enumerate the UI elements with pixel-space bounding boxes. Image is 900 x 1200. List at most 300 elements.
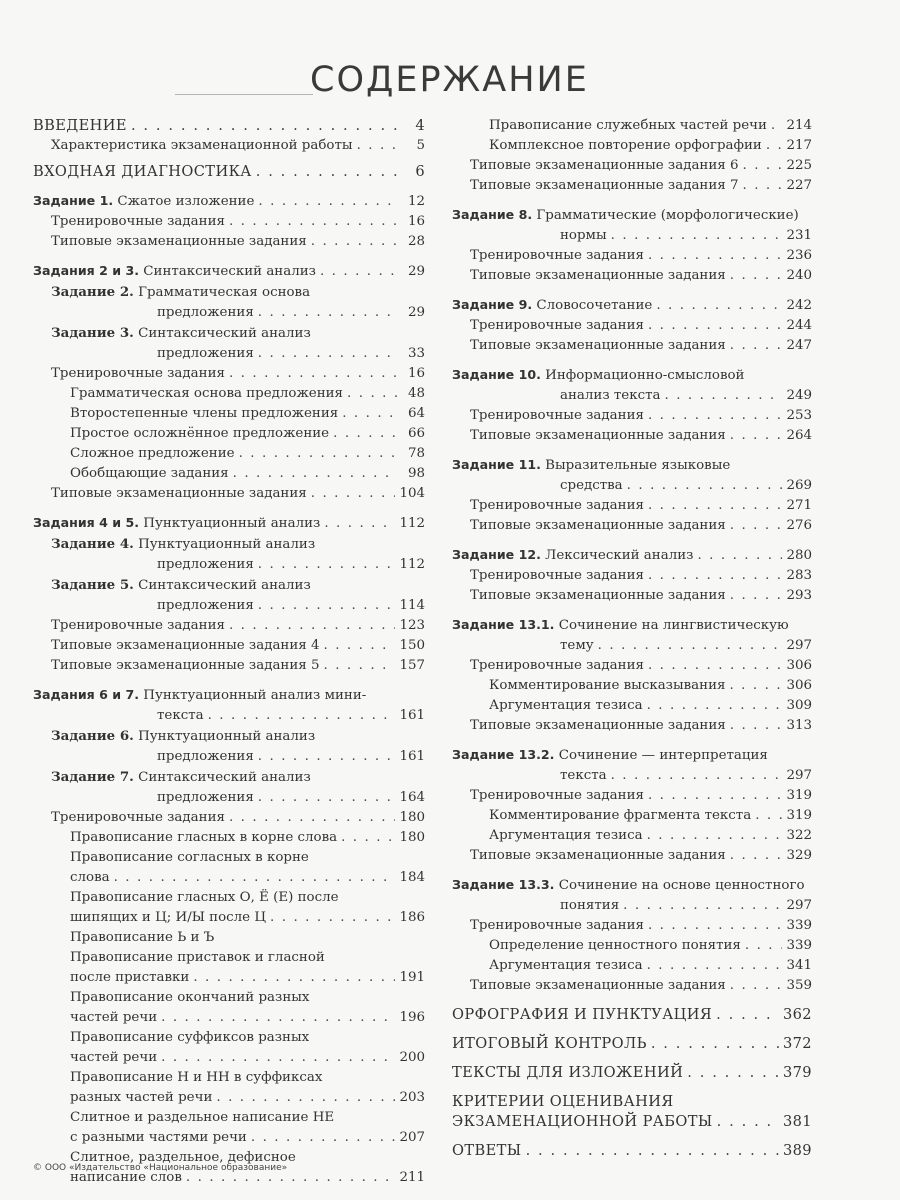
toc-entry[interactable] xyxy=(452,1092,812,1112)
toc-entry-text: Типовые экзаменационные задания xyxy=(51,234,307,249)
leader-dots xyxy=(647,826,783,846)
leader-dots xyxy=(745,936,783,956)
toc-entry-text: предложения xyxy=(157,557,254,572)
leader-dots xyxy=(258,303,397,323)
toc-entry-continuation[interactable] xyxy=(452,226,812,246)
toc-entry[interactable] xyxy=(452,745,812,766)
toc-page-number: 112 xyxy=(399,557,425,572)
toc-entry[interactable] xyxy=(452,365,812,386)
toc-entry[interactable] xyxy=(33,424,425,444)
leader-dots xyxy=(114,868,396,888)
leader-dots xyxy=(730,426,783,446)
toc-entry-text: разных частей речи xyxy=(70,1090,213,1105)
toc-entry-continuation[interactable] xyxy=(33,344,425,364)
leader-dots xyxy=(193,968,395,988)
toc-entry[interactable] xyxy=(33,282,425,303)
leader-dots xyxy=(623,896,782,916)
toc-entry[interactable] xyxy=(33,948,425,968)
toc-page-number: 112 xyxy=(399,516,425,531)
toc-entry[interactable] xyxy=(33,191,425,212)
toc-page-number: 389 xyxy=(782,1142,812,1159)
leader-dots xyxy=(258,596,396,616)
toc-entry-text: Правописание служебных частей речи xyxy=(489,118,767,133)
toc-entry[interactable] xyxy=(33,1068,425,1088)
toc-entry[interactable] xyxy=(33,848,425,868)
toc-entry-continuation[interactable] xyxy=(33,1008,425,1028)
toc-entry-text: Информационно-смысловой xyxy=(545,368,745,383)
toc-entry-text: Правописание приставок и гласной xyxy=(70,950,325,965)
toc-entry-text: Типовые экзаменационные задания 7 xyxy=(470,178,739,193)
toc-entry[interactable] xyxy=(33,444,425,464)
task-label: Задание 11. xyxy=(452,457,541,472)
toc-entry[interactable] xyxy=(452,936,812,956)
toc-entry[interactable] xyxy=(452,786,812,806)
toc-entry-text: Выразительные языковые xyxy=(545,458,731,473)
toc-entry-text: Слитное и раздельное написание НЕ xyxy=(70,1110,335,1125)
leader-dots xyxy=(648,786,782,806)
toc-entry[interactable] xyxy=(33,261,425,282)
toc-page-number: 341 xyxy=(786,958,812,973)
toc-entry[interactable] xyxy=(452,976,812,996)
toc-entry[interactable] xyxy=(452,295,812,316)
toc-entry[interactable] xyxy=(452,336,812,356)
leader-dots xyxy=(229,212,397,232)
toc-page-number: 339 xyxy=(786,938,812,953)
toc-entry-text: частей речи xyxy=(70,1050,158,1065)
copyright-footer: © ООО «Издательство «Национальное образование» xyxy=(33,1163,288,1173)
leader-dots xyxy=(341,828,395,848)
leader-dots xyxy=(743,176,783,196)
toc-right-column xyxy=(452,116,812,1161)
leader-dots xyxy=(131,116,397,136)
toc-page-number: 180 xyxy=(399,830,425,845)
toc-page-number: 64 xyxy=(407,406,425,421)
toc-entry[interactable] xyxy=(452,156,812,176)
leader-dots xyxy=(258,344,397,364)
toc-entry-text: Типовые экзаменационные задания xyxy=(470,588,726,603)
toc-entry-text: Простое осложнённое предложение xyxy=(70,426,330,441)
toc-entry-text: Типовые экзаменационные задания xyxy=(51,486,307,501)
task-label: Задание 8. xyxy=(452,207,533,222)
toc-entry[interactable] xyxy=(33,888,425,908)
toc-entry[interactable] xyxy=(33,534,425,555)
toc-entry[interactable] xyxy=(33,162,425,182)
toc-entry[interactable] xyxy=(452,846,812,866)
toc-entry[interactable] xyxy=(33,116,425,136)
toc-entry[interactable] xyxy=(33,636,425,656)
toc-entry-continuation[interactable] xyxy=(452,1112,812,1132)
toc-entry-text: после приставки xyxy=(70,970,190,985)
toc-entry-text: частей речи xyxy=(70,1010,158,1025)
toc-page-number: 211 xyxy=(399,1170,425,1185)
toc-entry[interactable] xyxy=(452,426,812,446)
toc-page-number: 161 xyxy=(399,749,425,764)
toc-entry[interactable] xyxy=(452,656,812,676)
task-label: Задание 3. xyxy=(51,325,134,341)
toc-entry-continuation[interactable] xyxy=(33,1128,425,1148)
toc-entry[interactable] xyxy=(452,716,812,736)
toc-entry[interactable] xyxy=(452,136,812,156)
leader-dots xyxy=(251,1128,396,1148)
leader-dots xyxy=(730,716,783,736)
toc-entry-continuation[interactable] xyxy=(33,788,425,808)
toc-entry-text: предложения xyxy=(157,749,254,764)
leader-dots xyxy=(648,406,782,426)
toc-entry[interactable] xyxy=(452,826,812,846)
toc-page-number: 104 xyxy=(399,486,425,501)
leader-dots xyxy=(766,136,783,156)
leader-dots xyxy=(664,386,782,406)
toc-entry-text: Типовые экзаменационные задания xyxy=(470,978,726,993)
toc-page-number: 200 xyxy=(399,1050,425,1065)
toc-entry-text: Тренировочные задания xyxy=(470,788,644,803)
toc-entry[interactable] xyxy=(33,928,425,948)
toc-page-number: 240 xyxy=(786,268,812,283)
toc-entry[interactable] xyxy=(33,1028,425,1048)
toc-page-number: 372 xyxy=(782,1035,812,1052)
toc-entry-text: Синтаксический анализ xyxy=(138,578,311,593)
leader-dots xyxy=(311,484,396,504)
toc-entry-text: слова xyxy=(70,870,110,885)
toc-entry-continuation[interactable] xyxy=(33,555,425,575)
toc-entry[interactable] xyxy=(452,455,812,476)
toc-page-number: 283 xyxy=(786,568,812,583)
leader-dots xyxy=(526,1141,779,1161)
toc-entry-text: Комментирование высказывания xyxy=(489,678,726,693)
toc-entry-continuation[interactable] xyxy=(33,303,425,323)
toc-entry[interactable] xyxy=(452,1005,812,1025)
toc-entry-text: написание слов xyxy=(70,1170,182,1185)
toc-page-number: 276 xyxy=(786,518,812,533)
toc-entry[interactable] xyxy=(33,404,425,424)
leader-dots xyxy=(256,162,397,182)
leader-dots xyxy=(647,696,783,716)
toc-entry-text: КРИТЕРИИ ОЦЕНИВАНИЯ xyxy=(452,1093,674,1110)
toc-page-number: 280 xyxy=(786,548,812,563)
leader-dots xyxy=(598,636,783,656)
task-label: Задание 6. xyxy=(51,728,134,744)
toc-page-number: 381 xyxy=(782,1113,812,1130)
toc-entry-continuation[interactable] xyxy=(33,1088,425,1108)
toc-entry-text: Правописание гласных О, Ё (Е) после xyxy=(70,890,339,905)
toc-entry[interactable] xyxy=(452,116,812,136)
toc-entry[interactable] xyxy=(452,956,812,976)
toc-entry[interactable] xyxy=(452,545,812,566)
toc-entry[interactable] xyxy=(452,676,812,696)
toc-entry[interactable] xyxy=(33,464,425,484)
toc-page-number: 29 xyxy=(407,264,425,279)
toc-entry-continuation[interactable] xyxy=(33,706,425,726)
toc-entry[interactable] xyxy=(33,988,425,1008)
toc-page-number: 236 xyxy=(786,248,812,263)
task-label: Задание 13.3. xyxy=(452,877,555,892)
toc-entry[interactable] xyxy=(33,513,425,534)
leader-dots xyxy=(627,476,783,496)
toc-entry-text: Комплексное повторение орфографии xyxy=(489,138,762,153)
leader-dots xyxy=(320,262,397,282)
toc-entry-text: текста xyxy=(560,768,607,783)
leader-dots xyxy=(730,846,783,866)
toc-page-number: 247 xyxy=(786,338,812,353)
toc-entry[interactable] xyxy=(33,232,425,252)
toc-entry[interactable] xyxy=(33,575,425,596)
page-title: СОДЕРЖАНИЕ xyxy=(310,60,589,100)
toc-entry[interactable] xyxy=(33,1108,425,1128)
toc-entry[interactable] xyxy=(452,916,812,936)
toc-page-number: 4 xyxy=(415,117,425,134)
toc-entry-text: Правописание Ь и Ъ xyxy=(70,930,215,945)
toc-entry-text: ТЕКСТЫ ДЛЯ ИЗЛОЖЕНИЙ xyxy=(452,1064,684,1081)
toc-entry-text: нормы xyxy=(560,228,607,243)
toc-entry-continuation[interactable] xyxy=(33,908,425,928)
leader-dots xyxy=(357,136,397,156)
leader-dots xyxy=(324,636,396,656)
leader-dots xyxy=(648,316,782,336)
leader-dots xyxy=(771,116,783,136)
toc-entry-text: Сложное предложение xyxy=(70,446,235,461)
toc-page-number: 306 xyxy=(786,678,812,693)
leader-dots xyxy=(730,586,783,606)
toc-entry-text: Правописание суффиксов разных xyxy=(70,1030,310,1045)
toc-entry[interactable] xyxy=(452,1063,812,1083)
leader-dots xyxy=(687,1063,779,1083)
toc-entry-text: Типовые экзаменационные задания xyxy=(470,848,726,863)
toc-entry[interactable] xyxy=(452,696,812,716)
toc-entry[interactable] xyxy=(33,685,425,706)
toc-entry-text: Лексический анализ xyxy=(545,548,694,563)
toc-entry-text: Тренировочные задания xyxy=(470,918,644,933)
toc-page-number: 5 xyxy=(416,138,425,153)
toc-entry[interactable] xyxy=(452,246,812,266)
toc-entry-text: Синтаксический анализ xyxy=(143,264,316,279)
toc-page-number: 319 xyxy=(786,808,812,823)
toc-entry-text: Типовые экзаменационные задания xyxy=(470,268,726,283)
toc-page-number: 6 xyxy=(415,163,425,180)
toc-entry-continuation[interactable] xyxy=(452,636,812,656)
leader-dots xyxy=(716,1005,779,1025)
toc-page-number: 297 xyxy=(786,898,812,913)
toc-entry-text: Пунктуационный анализ xyxy=(138,729,316,744)
toc-page-number: 16 xyxy=(407,214,425,229)
toc-page-number: 184 xyxy=(399,870,425,885)
toc-entry-text: Тренировочные задания xyxy=(470,408,644,423)
toc-page-number: 225 xyxy=(786,158,812,173)
leader-dots xyxy=(233,464,397,484)
task-label: Задание 7. xyxy=(51,769,134,785)
leader-dots xyxy=(656,296,782,316)
toc-entry[interactable] xyxy=(33,656,425,676)
toc-entry[interactable] xyxy=(452,566,812,586)
toc-page-number: 123 xyxy=(399,618,425,633)
toc-entry-text: Грамматические (морфологические) xyxy=(536,208,799,223)
toc-entry-text: шипящих и Ц; И/Ы после Ц xyxy=(70,910,267,925)
toc-entry[interactable] xyxy=(452,516,812,536)
toc-entry[interactable] xyxy=(33,767,425,788)
task-label: Задание 2. xyxy=(51,284,134,300)
toc-entry-text: Аргументация тезиса xyxy=(489,958,643,973)
toc-entry[interactable] xyxy=(452,875,812,896)
toc-entry-text: Тренировочные задания xyxy=(470,498,644,513)
toc-entry-text: Второстепенные члены предложения xyxy=(70,406,339,421)
toc-entry[interactable] xyxy=(33,828,425,848)
task-label: Задание 10. xyxy=(452,367,541,382)
leader-dots xyxy=(161,1008,395,1028)
toc-entry-text: Характеристика экзаменационной работы xyxy=(51,138,353,153)
toc-entry-continuation[interactable] xyxy=(33,968,425,988)
toc-entry-text: Тренировочные задания xyxy=(51,618,225,633)
toc-entry[interactable] xyxy=(452,266,812,286)
toc-page-number: 271 xyxy=(786,498,812,513)
toc-page-number: 322 xyxy=(786,828,812,843)
toc-page-number: 78 xyxy=(407,446,425,461)
toc-entry-text: понятия xyxy=(560,898,620,913)
task-label: Задание 5. xyxy=(51,577,134,593)
toc-entry-text: Тренировочные задания xyxy=(51,810,225,825)
toc-entry-text: Комментирование фрагмента текста xyxy=(489,808,752,823)
leader-dots xyxy=(648,566,782,586)
task-label: Задание 13.1. xyxy=(452,617,555,632)
toc-entry-text: Тренировочные задания xyxy=(470,248,644,263)
toc-entry[interactable] xyxy=(33,484,425,504)
toc-entry-text: предложения xyxy=(157,305,254,320)
leader-dots xyxy=(648,656,782,676)
leader-dots xyxy=(611,226,783,246)
toc-entry-text: Пунктуационный анализ мини- xyxy=(143,688,367,703)
toc-entry-text: Тренировочные задания xyxy=(51,214,225,229)
toc-entry[interactable] xyxy=(452,1141,812,1161)
toc-entry-continuation[interactable] xyxy=(452,476,812,496)
toc-page-number: 253 xyxy=(786,408,812,423)
leader-dots xyxy=(258,555,396,575)
toc-page-number: 180 xyxy=(399,810,425,825)
toc-entry-text: Аргументация тезиса xyxy=(489,698,643,713)
toc-entry-text: Синтаксический анализ xyxy=(138,326,311,341)
toc-entry-text: Слитное, раздельное, дефисное xyxy=(70,1150,296,1165)
toc-page-number: 329 xyxy=(786,848,812,863)
toc-page-number: 339 xyxy=(786,918,812,933)
title-rule xyxy=(175,94,313,95)
leader-dots xyxy=(730,516,783,536)
toc-page-number: 242 xyxy=(786,298,812,313)
toc-page-number: 186 xyxy=(399,910,425,925)
toc-entry-text: Типовые экзаменационные задания xyxy=(470,338,726,353)
toc-page-number: 214 xyxy=(786,118,812,133)
leader-dots xyxy=(730,976,783,996)
toc-entry[interactable] xyxy=(452,615,812,636)
toc-entry-text: ВВЕДЕНИЕ xyxy=(33,117,127,134)
toc-page-number: 114 xyxy=(399,598,425,613)
leader-dots xyxy=(208,706,396,726)
toc-entry-continuation[interactable] xyxy=(33,868,425,888)
toc-entry-text: текста xyxy=(157,708,204,723)
toc-entry-text: Словосочетание xyxy=(536,298,653,313)
toc-entry-text: Правописание согласных в корне xyxy=(70,850,309,865)
leader-dots xyxy=(239,444,397,464)
toc-entry[interactable] xyxy=(452,586,812,606)
toc-page-number: 28 xyxy=(407,234,425,249)
leader-dots xyxy=(347,384,397,404)
toc-page-number: 362 xyxy=(782,1006,812,1023)
leader-dots xyxy=(333,424,397,444)
leader-dots xyxy=(216,1088,395,1108)
toc-entry-continuation[interactable] xyxy=(33,747,425,767)
toc-page-number: 379 xyxy=(782,1064,812,1081)
toc-entry[interactable] xyxy=(452,406,812,426)
toc-page-number: 203 xyxy=(399,1090,425,1105)
leader-dots xyxy=(743,156,783,176)
toc-page-number: 269 xyxy=(786,478,812,493)
toc-entry-text: Сочинение на основе ценностного xyxy=(558,878,805,893)
toc-page-number: 161 xyxy=(399,708,425,723)
toc-entry-text: Типовые экзаменационные задания 6 xyxy=(470,158,739,173)
toc-entry-text: Правописание окончаний разных xyxy=(70,990,310,1005)
toc-page-number: 359 xyxy=(786,978,812,993)
toc-entry-text: Тренировочные задания xyxy=(470,658,644,673)
toc-entry-text: Типовые экзаменационные задания xyxy=(470,718,726,733)
toc-entry-continuation[interactable] xyxy=(33,596,425,616)
toc-entry-continuation[interactable] xyxy=(33,1048,425,1068)
toc-entry[interactable] xyxy=(33,384,425,404)
toc-page-number: 227 xyxy=(786,178,812,193)
toc-page-number: 150 xyxy=(399,638,425,653)
toc-entry-continuation[interactable] xyxy=(452,896,812,916)
toc-entry-text: тему xyxy=(560,638,594,653)
toc-page-number: 66 xyxy=(407,426,425,441)
toc-page-number: 249 xyxy=(786,388,812,403)
leader-dots xyxy=(324,514,395,534)
toc-page-number: 196 xyxy=(399,1010,425,1025)
leader-dots xyxy=(229,364,397,384)
toc-entry-text: с разными частями речи xyxy=(70,1130,247,1145)
toc-entry-text: Типовые экзаменационные задания 4 xyxy=(51,638,320,653)
toc-entry-text: анализ текста xyxy=(560,388,661,403)
toc-entry-continuation[interactable] xyxy=(452,766,812,786)
toc-entry[interactable] xyxy=(33,136,425,156)
toc-entry[interactable] xyxy=(33,212,425,232)
toc-entry-continuation[interactable] xyxy=(452,386,812,406)
toc-entry[interactable] xyxy=(33,323,425,344)
task-label: Задание 9. xyxy=(452,297,533,312)
task-label: Задание 12. xyxy=(452,547,541,562)
toc-entry[interactable] xyxy=(452,1034,812,1054)
toc-page-number: 16 xyxy=(407,366,425,381)
leader-dots xyxy=(647,956,783,976)
toc-entry-text: ЭКЗАМЕНАЦИОННОЙ РАБОТЫ xyxy=(452,1113,713,1130)
toc-page-number: 244 xyxy=(786,318,812,333)
leader-dots xyxy=(311,232,397,252)
toc-page-number: 264 xyxy=(786,428,812,443)
toc-entry[interactable] xyxy=(33,808,425,828)
toc-entry-text: Грамматическая основа предложения xyxy=(70,386,344,401)
toc-entry[interactable] xyxy=(33,726,425,747)
toc-entry[interactable] xyxy=(452,496,812,516)
toc-entry[interactable] xyxy=(452,316,812,336)
toc-entry[interactable] xyxy=(452,176,812,196)
toc-entry[interactable] xyxy=(33,364,425,384)
toc-entry-text: Грамматическая основа xyxy=(138,285,311,300)
leader-dots xyxy=(755,806,782,826)
toc-entry[interactable] xyxy=(33,616,425,636)
toc-page-number: 319 xyxy=(786,788,812,803)
toc-entry-text: Сочинение на лингвистическую xyxy=(558,618,789,633)
toc-page-number: 309 xyxy=(786,698,812,713)
task-label: Задания 2 и 3. xyxy=(33,263,140,278)
toc-entry[interactable] xyxy=(452,806,812,826)
toc-page-number: 297 xyxy=(786,768,812,783)
leader-dots xyxy=(648,246,782,266)
toc-entry[interactable] xyxy=(452,205,812,226)
task-label: Задание 4. xyxy=(51,536,134,552)
